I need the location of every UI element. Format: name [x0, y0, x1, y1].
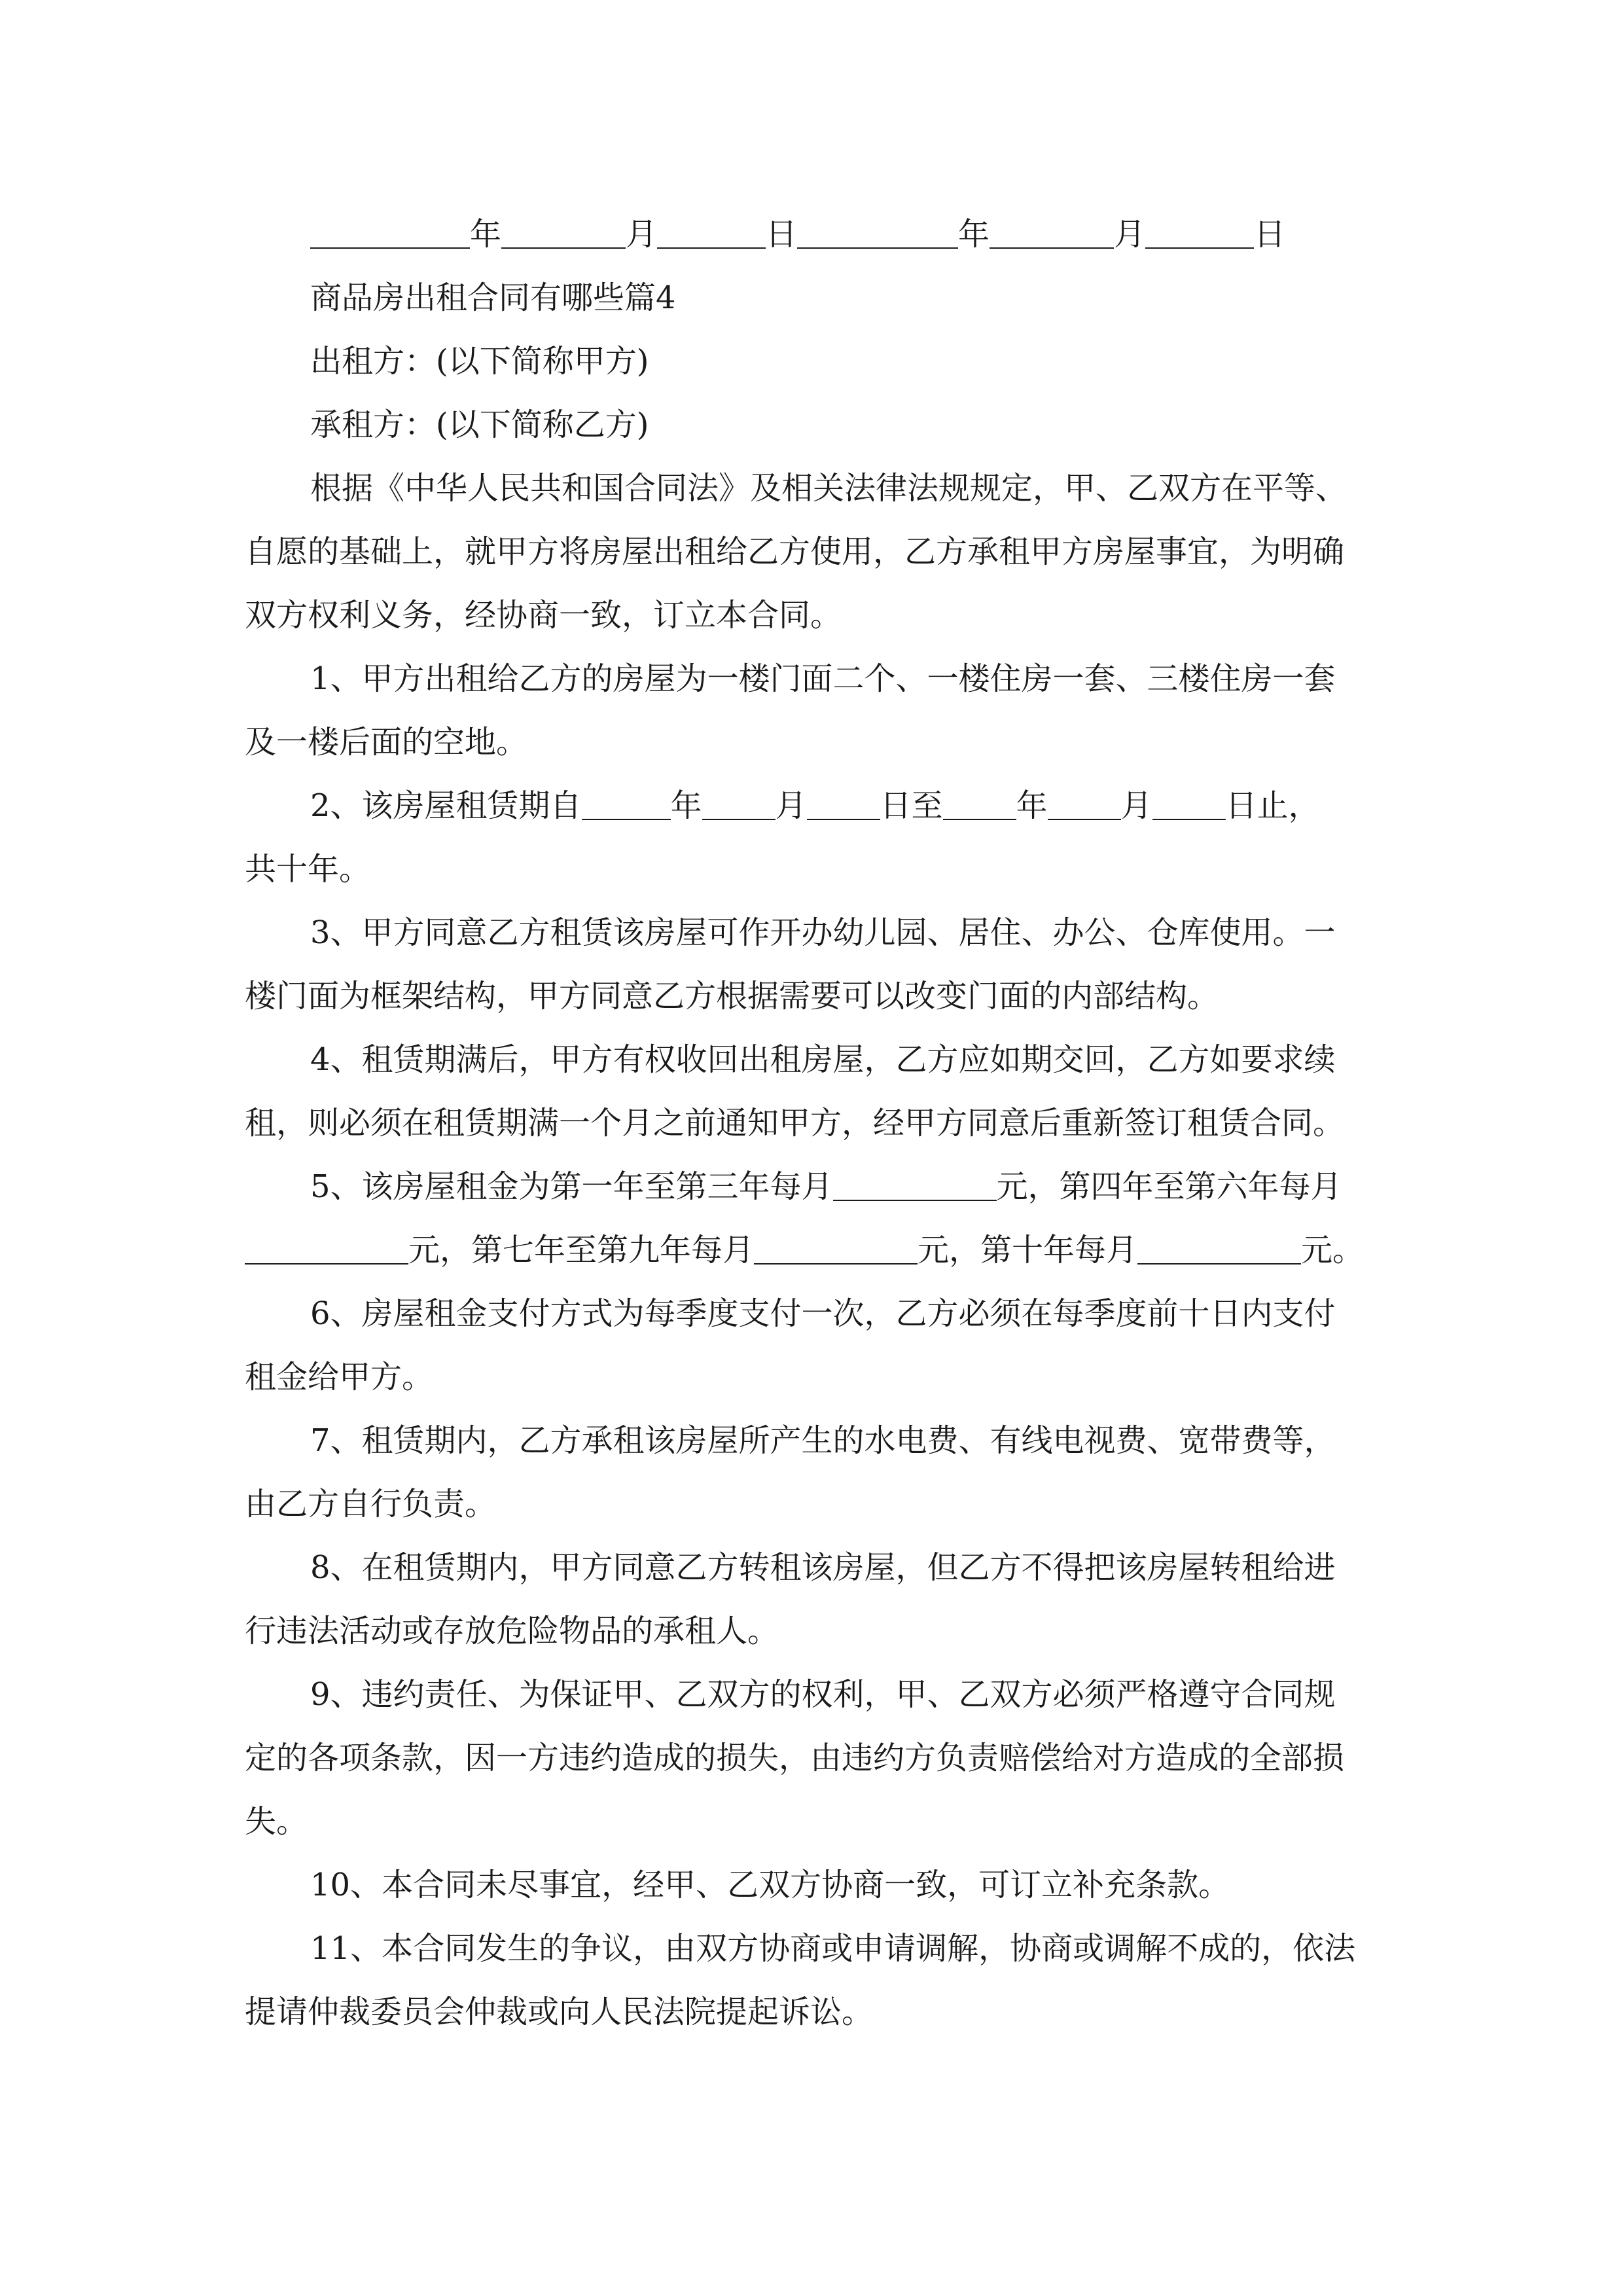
- clause-5-line-1: 5、该房屋租金为第一年至第三年每月 元，第四年至第六年每月: [310, 1168, 1342, 1205]
- date-line: 年 月 日 年 月 日: [245, 203, 1377, 266]
- clause-5-line-2: 元，第七年至第九年每月 元，第十年每月 元。: [245, 1219, 1377, 1282]
- blank-start-year: [582, 789, 671, 820]
- clause-8-line-1: 8、在租赁期内，甲方同意乙方转租该房屋，但乙方不得把该房屋转租给进: [310, 1549, 1336, 1586]
- contract-body: [245, 203, 1377, 2044]
- clause-3-line-1: 3、甲方同意乙方租赁该房屋可作开办幼儿园、居住、办公、仓库使用。一: [310, 914, 1336, 951]
- intro-line-2: 自愿的基础上，就甲方将房屋出租给乙方使用，乙方承租甲方房屋事宜，为明确: [245, 533, 1345, 570]
- clause-4-line-2: 租，则必须在租赁期满一个月之前通知甲方，经甲方同意后重新签订租赁合同。: [245, 1105, 1345, 1141]
- clause-7-line-2: 由乙方自行负责。: [245, 1486, 497, 1522]
- blank-day-1: [657, 217, 766, 249]
- clause-11-line-1: 11、本合同发生的争议，由双方协商或申请调解，协商或调解不成的，依法: [310, 1930, 1356, 1967]
- blank-rent-4: [1137, 1233, 1301, 1265]
- clause-8-line-2: 行违法活动或存放危险物品的承租人。: [245, 1613, 779, 1649]
- blank-rent-2: [245, 1233, 408, 1265]
- clause-7-line-1: 7、租赁期内，乙方承租该房屋所产生的水电费、有线电视费、宽带费等，: [310, 1422, 1336, 1459]
- clause-9-line-3: 失。: [245, 1803, 308, 1840]
- clause-6-line-1: 6、房屋租金支付方式为每季度支付一次，乙方必须在每季度前十日内支付: [310, 1295, 1336, 1332]
- clause-11-line-2: 提请仲裁委员会仲裁或向人民法院提起诉讼。: [245, 1994, 874, 2030]
- blank-end-day: [1152, 789, 1226, 820]
- intro-line-3: 双方权利义务，经协商一致，订立本合同。: [245, 597, 842, 634]
- clause-6-line-2: 租金给甲方。: [245, 1359, 434, 1395]
- clause-1-line-2: 及一楼后面的空地。: [245, 724, 528, 761]
- blank-rent-1: [833, 1170, 997, 1201]
- clause-2-line-2: 共十年。: [245, 851, 371, 888]
- lessor-line: 出租方：(以下简称甲方): [310, 343, 649, 380]
- clause-3-line-2: 楼门面为框架结构，甲方同意乙方根据需要可以改变门面的内部结构。: [245, 978, 1219, 1014]
- blank-month-1: [501, 217, 626, 249]
- blank-year-1: [310, 217, 470, 249]
- blank-start-month: [702, 789, 776, 820]
- clause-9-line-1: 9、违约责任、为保证甲、乙双方的权利，甲、乙双方必须严格遵守合同规: [310, 1676, 1336, 1713]
- blank-end-month: [1048, 789, 1121, 820]
- blank-end-year: [943, 789, 1016, 820]
- clause-10: 10、本合同未尽事宜，经甲、乙双方协商一致，可订立补充条款。: [310, 1867, 1230, 1903]
- clause-2-line-1: 2、该房屋租赁期自 年 月 日至 年 月 日止，: [310, 787, 1320, 824]
- clause-4-line-1: 4、租赁期满后，甲方有权收回出租房屋，乙方应如期交回，乙方如要求续: [310, 1041, 1336, 1078]
- blank-day-2: [1145, 217, 1254, 249]
- section-title: 商品房出租合同有哪些篇4: [310, 279, 676, 316]
- lessee-line: 承租方：(以下简称乙方): [310, 406, 649, 443]
- blank-start-day: [807, 789, 880, 820]
- clause-1-line-1: 1、甲方出租给乙方的房屋为一楼门面二个、一楼住房一套、三楼住房一套: [310, 660, 1336, 697]
- blank-year-2: [797, 217, 958, 249]
- blank-month-2: [990, 217, 1114, 249]
- intro-line-1: 根据《中华人民共和国合同法》及相关法律法规规定，甲、乙双方在平等、: [310, 470, 1347, 507]
- clause-9-line-2: 定的各项条款，因一方违约造成的损失，由违约方负责赔偿给对方造成的全部损: [245, 1740, 1345, 1776]
- blank-rent-3: [754, 1233, 918, 1265]
